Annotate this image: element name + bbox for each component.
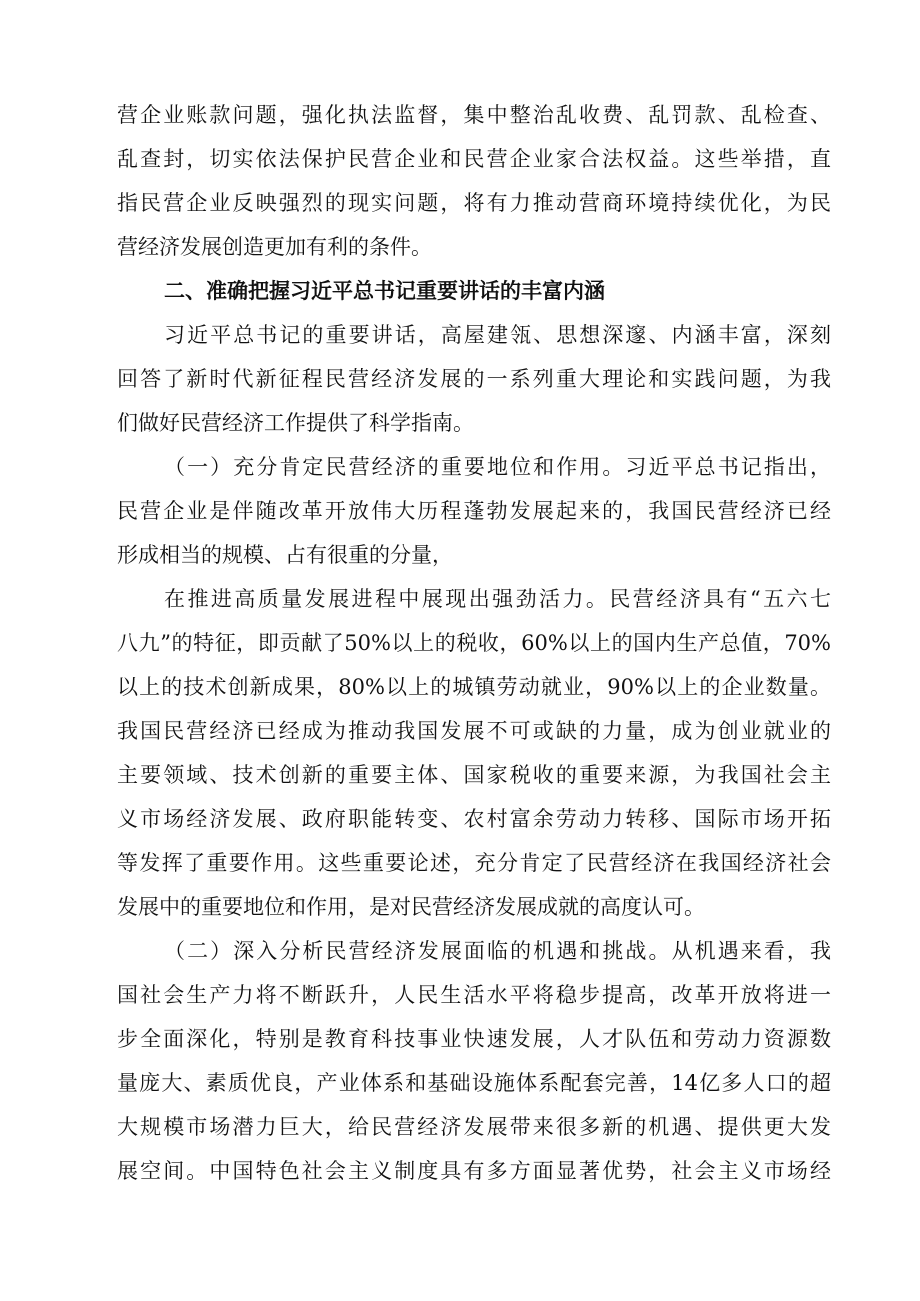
text-line: 国社会生产力将不断跃升，人民生活水平将稳步提高，改革开放将进一 [117,983,831,1007]
text-line: 发展中的重要地位和作用，是对民营经济发展成就的高度认可。 [117,895,705,919]
text-line: 们做好民营经济工作提供了科学指南。 [117,411,474,435]
text-line: 乱查封，切实依法保护民营企业和民营企业家合法权益。这些举措，直 [117,147,831,171]
text-line: 等发挥了重要作用。这些重要论述，充分肯定了民营经济在我国经济社会 [117,851,831,875]
text-line: 义市场经济发展、政府职能转变、农村富余劳动力转移、国际市场开拓 [117,807,831,831]
text-line: （二）深入分析民营经济发展面临的机遇和挑战。从机遇来看，我 [164,939,831,963]
section-heading: 二、准确把握习近平总书记重要讲话的丰富内涵 [164,279,605,303]
text-line: 量庞大、素质优良，产业体系和基础设施体系配套完善，14亿多人口的超 [117,1071,831,1095]
text-line: 以上的技术创新成果，80%以上的城镇劳动就业，90%以上的企业数量。 [117,675,831,699]
text-line: 指民营企业反映强烈的现实问题，将有力推动营商环境持续优化，为民 [117,191,831,215]
text-line: 八九”的特征，即贡献了50%以上的税收，60%以上的国内生产总值，70% [117,631,831,655]
text-line: 习近平总书记的重要讲话，高屋建瓴、思想深邃、内涵丰富，深刻 [164,323,831,347]
text-line: 回答了新时代新征程民营经济发展的一系列重大理论和实践问题，为我 [117,367,831,391]
text-line: 展空间。中国特色社会主义制度具有多方面显著优势，社会主义市场经 [117,1159,831,1183]
text-line: 形成相当的规模、占有很重的分量， [117,543,453,567]
text-line: 在推进高质量发展进程中展现出强劲活力。民营经济具有“五六七 [164,587,831,611]
text-line: 营企业账款问题，强化执法监督，集中整治乱收费、乱罚款、乱检查、 [117,103,831,127]
text-line: 民营企业是伴随改革开放伟大历程蓬勃发展起来的，我国民营经济已经 [117,499,831,523]
text-line: （一）充分肯定民营经济的重要地位和作用。习近平总书记指出， [164,455,831,479]
text-line: 大规模市场潜力巨大，给民营经济发展带来很多新的机遇、提供更大发 [117,1115,831,1139]
text-line: 我国民营经济已经成为推动我国发展不可或缺的力量，成为创业就业的 [117,719,831,743]
text-line: 主要领域、技术创新的重要主体、国家税收的重要来源，为我国社会主 [117,763,831,787]
text-line: 营经济发展创造更加有利的条件。 [117,235,432,259]
text-line: 步全面深化，特别是教育科技事业快速发展，人才队伍和劳动力资源数 [117,1027,831,1051]
